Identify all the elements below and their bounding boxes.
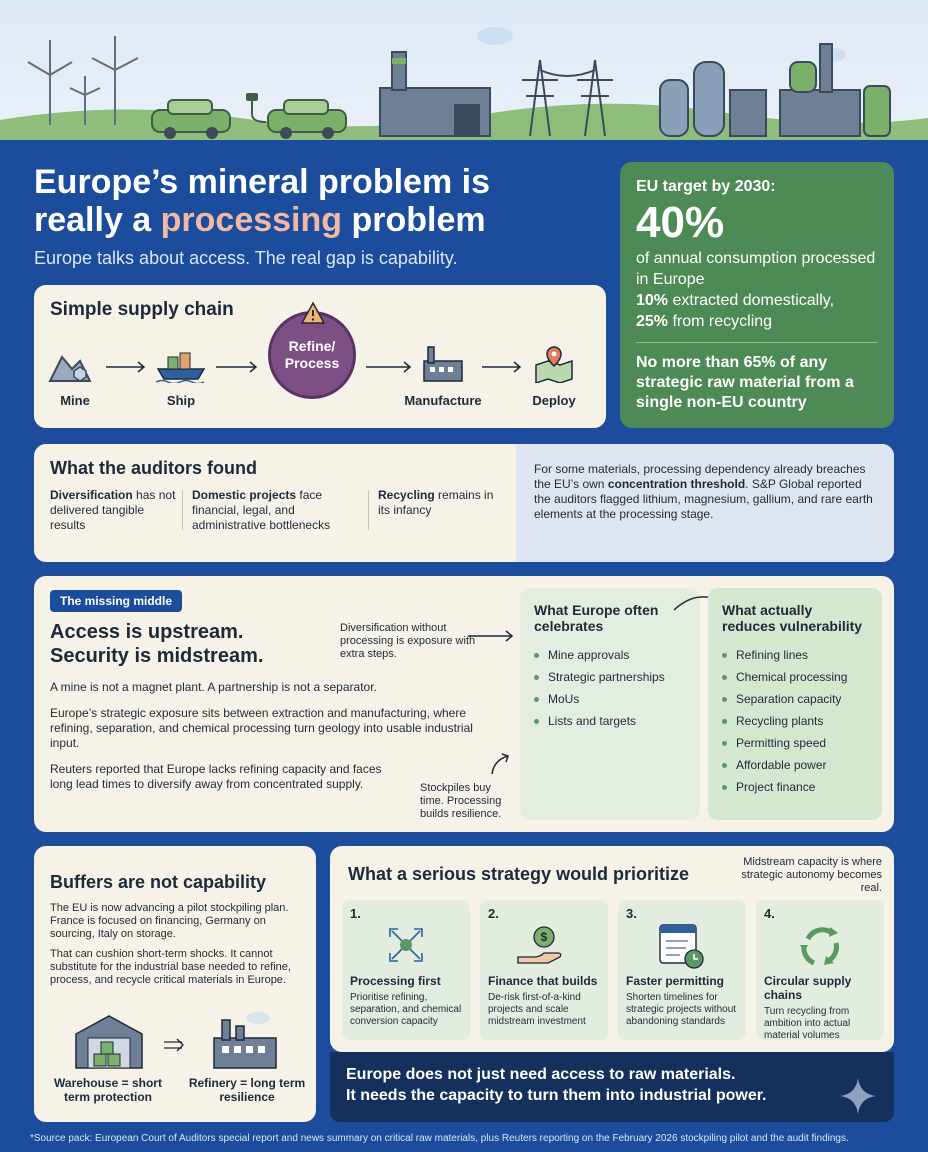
note-diversification: Diversification without processing is exposure with extra steps. [340, 622, 476, 660]
list-item: Separation capacity [722, 688, 868, 710]
sparkle-icon [838, 1076, 878, 1116]
svg-text:$: $ [540, 930, 548, 944]
arrow-right-icon [480, 361, 524, 373]
reduces-title: What actually reduces vulnerability [722, 602, 863, 634]
list-item: Refining lines [722, 644, 868, 666]
divider [368, 490, 369, 530]
tile-title: Circular supply chains [764, 974, 852, 1002]
tile-title: Processing first [350, 974, 441, 988]
buffers-title: Buffers are not capability [50, 872, 267, 892]
auditors-detail [516, 444, 894, 562]
title-line-1: Europe’s mineral problem is [34, 163, 490, 201]
note-stockpiles: Stockpiles buy time. Processing builds resilience. [420, 782, 502, 820]
target-line-1: of annual consumption processed in Europe [636, 250, 876, 288]
section-tag: The missing middle [50, 590, 182, 612]
strategy-tile-permitting [618, 900, 746, 1040]
strategy-tile-circular [756, 900, 884, 1040]
target-line-3-rest: from recycling [668, 313, 773, 330]
warehouse-label: Warehouse = short term protection [54, 1076, 162, 1104]
mid-title-line-1: Access is upstream. [50, 621, 244, 643]
list-item: Strategic partnerships [534, 666, 686, 688]
source-footnote: *Source pack: European Court of Auditors special report and news summary on critical raw materials, plus Reuters reporting on the February 2026 stockpiling pilot and the audit findings. [30, 1133, 849, 1144]
tile-description: De-risk first-of-a-kind projects and scale midstream investment [488, 992, 586, 1027]
finding-3-bold: Recycling [378, 488, 435, 502]
strategy-tile-finance [480, 900, 608, 1040]
divider [636, 342, 878, 343]
page-title [34, 163, 604, 239]
finding-1-bold: Diversification [50, 488, 133, 502]
curved-arrow-icon [488, 752, 514, 778]
ship-icon [154, 347, 208, 383]
reduces-box [708, 588, 882, 820]
list-item: Chemical processing [722, 666, 868, 688]
target-line-2-bold: 10% [636, 292, 669, 309]
title-post: problem [342, 201, 486, 239]
tile-description: Prioritise refining, separation, and chemical conversion capacity [350, 992, 462, 1027]
mid-paragraph-3: Reuters reported that Europe lacks refining capacity and faces long lead times to diversify away from concentrated supply. [50, 762, 382, 791]
finding-2-bold: Domestic projects [192, 488, 297, 502]
refinery-label: Refinery = long term resilience [188, 1076, 306, 1104]
list-item: Recycling plants [722, 710, 868, 732]
step-mine: Mine [60, 393, 90, 408]
step-deploy: Deploy [532, 393, 576, 408]
tile-description: Turn recycling from ambition into actual material volumes [764, 1006, 851, 1041]
celebrates-box [520, 588, 700, 820]
auditors-detail-pre: For some materials, processing dependency already breaches the EU’s own [534, 462, 866, 491]
refinery-icon [210, 1008, 280, 1070]
target-label: EU target by 2030: [636, 178, 776, 195]
finding-1-rest: has not delivered tangible results [50, 488, 176, 532]
buffers-paragraph-2: That can cushion short-term shocks. It cannot substitute for the industrial base needed to refine, process, and recycle critical materials in Europe. [50, 948, 291, 986]
list-item: Lists and targets [534, 710, 686, 732]
target-threshold: No more than 65% of any strategic raw material from a single non-EU country [636, 354, 854, 411]
arrow-right-icon [364, 361, 414, 373]
auditors-detail-post: . S&P Global reported the auditors flagged lithium, magnesium, gallium, and rare earth elements at the processing stage. [534, 477, 873, 521]
supply-chain-card [34, 285, 606, 428]
target-line-2-rest: extracted domestically, [668, 292, 835, 309]
tile-number: 4. [764, 906, 775, 921]
missing-middle-title [50, 620, 263, 668]
tile-description: Shorten timelines for strategic projects without abandoning standards [626, 992, 737, 1027]
list-item: Project finance [722, 776, 868, 798]
page-subtitle: Europe talks about access. The real gap is capability. [34, 248, 458, 268]
divider [182, 490, 183, 530]
mine-icon [48, 347, 92, 383]
tile-title: Finance that builds [488, 974, 598, 988]
title-line-2 [34, 201, 604, 239]
map-pin-icon [532, 343, 576, 383]
warehouse-icon [74, 1014, 144, 1070]
mid-title-line-2: Security is midstream. [50, 645, 264, 667]
conclusion-banner [330, 1052, 894, 1122]
finding-diversification [50, 488, 176, 533]
list-item: Mine approvals [534, 644, 686, 666]
recycle-icon [764, 921, 876, 969]
list-item: MoUs [534, 688, 686, 710]
strategy-card [330, 846, 894, 1052]
finding-domestic-projects [192, 488, 366, 533]
tile-title: Faster permitting [626, 974, 725, 988]
eu-target-card [620, 162, 894, 428]
step-manufacture: Manufacture [404, 393, 482, 408]
buffers-paragraph-1: The EU is now advancing a pilot stockpiling plan. France is focused on financing, Germany on sourcing, Italy on storage. [50, 902, 289, 940]
tile-number: 2. [488, 906, 499, 921]
finding-3-rest: remains in its infancy [378, 488, 494, 517]
money-hand-icon [488, 921, 600, 969]
auditors-title: What the auditors found [50, 458, 257, 478]
arrow-right-icon [214, 361, 260, 373]
strategy-tile-processing [342, 900, 470, 1040]
strategy-title: What a serious strategy would prioritize [348, 864, 690, 884]
list-item: Affordable power [722, 754, 868, 776]
mid-paragraph-2: Europe’s strategic exposure sits between extraction and manufacturing, where refining, separation, and chemical processing turn geology into usable industrial input. [50, 706, 473, 750]
target-line-3 [636, 311, 878, 332]
network-icon [350, 921, 462, 969]
step-refine: Refine/ Process [284, 338, 340, 371]
arrow-right-icon [466, 630, 516, 642]
industrial-scene-illustration [0, 0, 928, 140]
arrow-right-icon [162, 1038, 186, 1052]
title-pre: really a [34, 201, 161, 239]
tile-number: 3. [626, 906, 637, 921]
finding-recycling [378, 488, 502, 518]
supply-chain-title: Simple supply chain [50, 299, 234, 320]
strategy-note: Midstream capacity is where strategic autonomy becomes real. [741, 856, 882, 894]
calendar-clock-icon [626, 921, 738, 969]
mid-paragraph-1: A mine is not a magnet plant. A partnership is not a separator. [50, 680, 377, 694]
tile-number: 1. [350, 906, 361, 921]
banner-line-2: It needs the capacity to turn them into industrial power. [346, 1087, 767, 1104]
target-percentage: 40% [636, 198, 725, 247]
buffers-card [34, 846, 316, 1122]
auditors-card [34, 444, 894, 562]
step-ship: Ship [166, 393, 196, 408]
auditors-detail-bold: concentration threshold [607, 477, 746, 491]
banner-line-1: Europe does not just need access to raw materials. [346, 1066, 736, 1083]
missing-middle-card [34, 576, 894, 832]
title-highlight: processing [160, 201, 343, 239]
finding-2-rest: face financial, legal, and administrative bottlenecks [192, 488, 331, 532]
landscape-icon [0, 0, 928, 140]
warning-icon [300, 301, 326, 325]
target-line-2 [636, 290, 878, 311]
arrow-right-icon [104, 361, 148, 373]
celebrates-title: What Europe often celebrates [534, 602, 659, 634]
list-item: Permitting speed [722, 732, 868, 754]
target-line-3-bold: 25% [636, 313, 669, 330]
factory-icon [420, 343, 466, 383]
